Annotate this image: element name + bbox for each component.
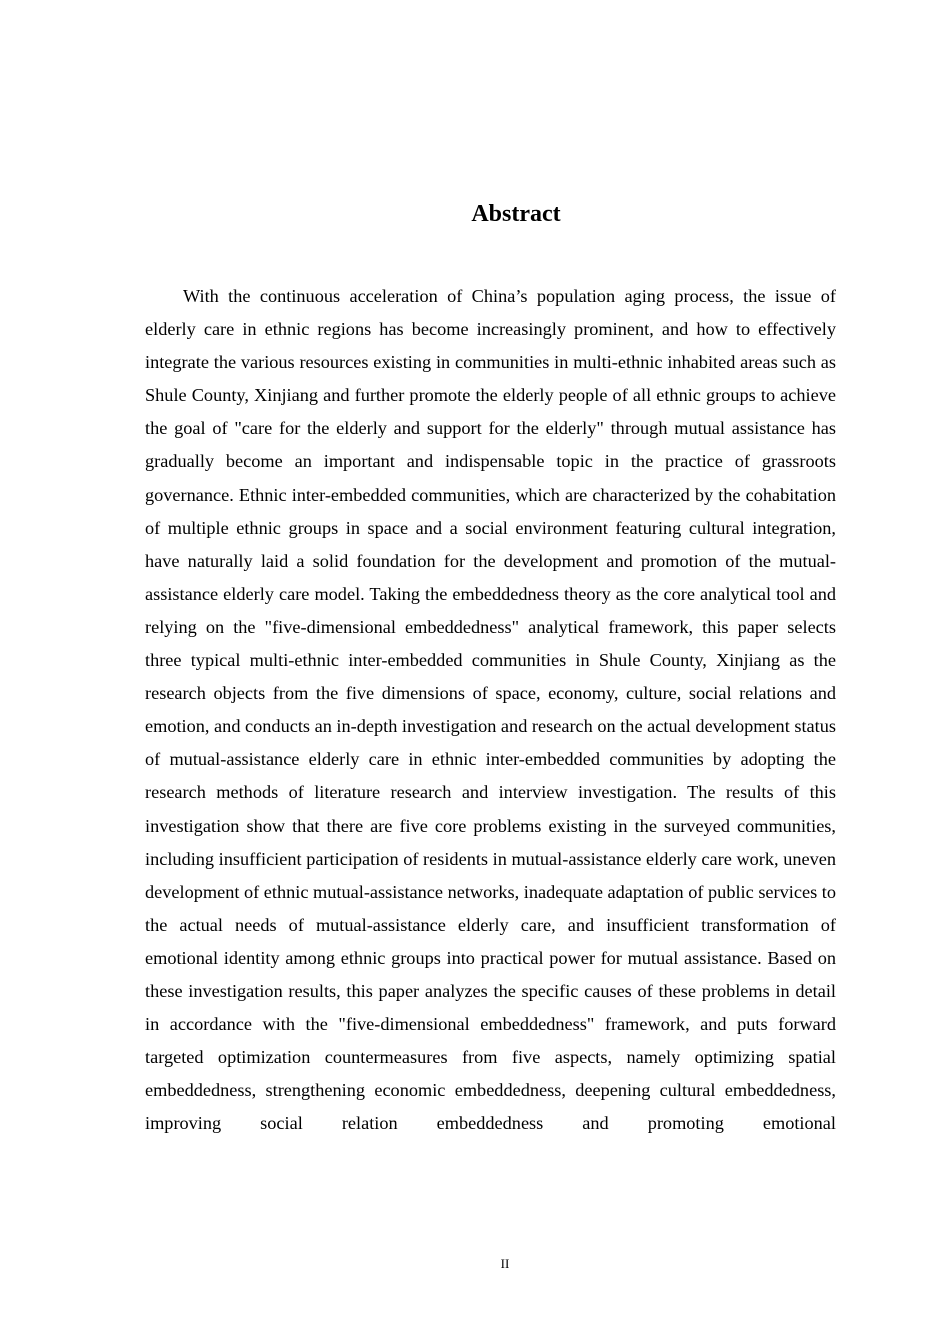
page-number: II (500, 1256, 510, 1271)
abstract-title: Abstract (471, 201, 561, 227)
abstract-paragraph: With the continuous acceleration of China’s population aging process, the issue of elderly care in ethnic regions has become increasingly prominent, and how to effectively integrate the various resources existing in communities in multi-ethnic inhabited areas such as Shule County, Xinjiang and further promote the elderly people of all ethnic groups to achieve the goal of "care for the elderly and support for the elderly" through mutual assistance has gradually become an important and indispensable topic in the practice of grassroots governance. Ethnic inter-embedded communities, which are characterized by the cohabitation of multiple ethnic groups in space and a social environment featuring cultural integration, have naturally laid a solid foundation for the development and promotion of the mutual-assistance elderly care model. Taking the embeddedness theory as the core analytical tool and relying on the "five-dimensional embeddedness" analytical framework, this paper selects three typical multi-ethnic inter-embedded communities in Shule County, Xinjiang as the research objects from the five dimensions of space, economy, culture, social relations and emotion, and conducts an in-depth investigation and research on the actual development status of mutual-assistance elderly care in ethnic inter-embedded communities by adopting the research methods of literature research and interview investigation. The results of this investigation show that there are five core problems existing in the surveyed communities, including insufficient participation of residents in mutual-assistance elderly care work, uneven development of ethnic mutual-assistance networks, inadequate adaptation of public services to the actual needs of mutual-assistance elderly care, and insufficient transformation of emotional identity among ethnic groups into practical power for mutual assistance. Based on these investigation results, this paper analyzes the specific causes of these problems in detail in accordance with the "five-dimensional embeddedness" framework, and puts forward targeted optimization countermeasures from five aspects, namely optimizing spatial embeddedness, strengthening economic embeddedness, deepening cultural embeddedness, improving social relation embeddedness and promoting emotional (145, 286, 836, 1134)
